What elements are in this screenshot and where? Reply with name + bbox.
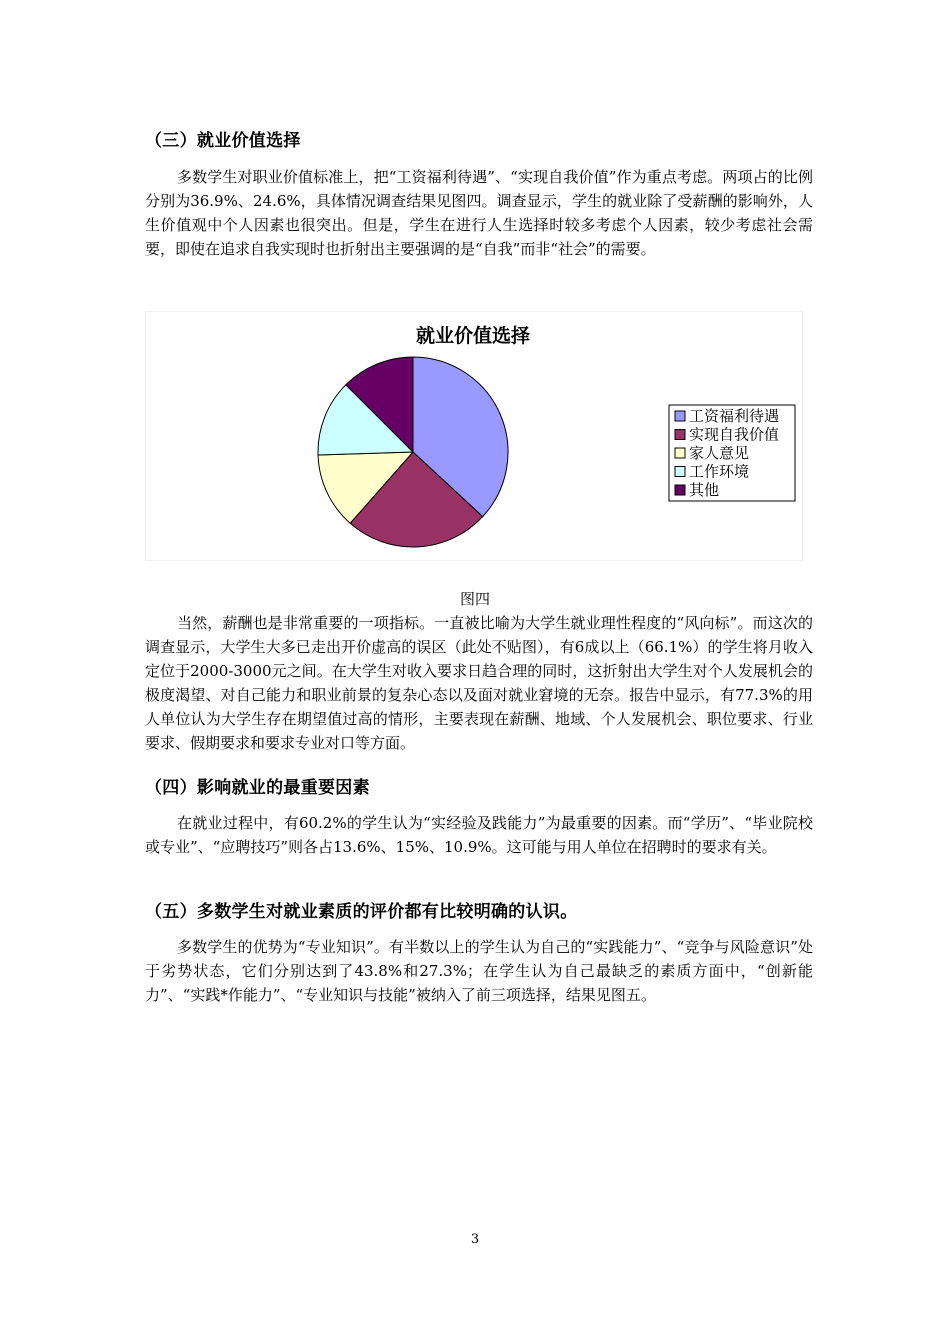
section3-paragraph — [145, 165, 813, 261]
section5-heading: （五）多数学生对就业素质的评价都有比较明确的认识。 — [145, 902, 578, 922]
legend-swatch-4 — [675, 467, 685, 477]
section4-heading: （四）影响就业的最重要因素 — [145, 778, 370, 798]
legend-swatch-2 — [675, 430, 685, 440]
section5-paragraph — [145, 935, 813, 1007]
legend-swatch-1 — [675, 411, 685, 421]
pie-slices — [318, 357, 508, 547]
legend-swatch-5 — [675, 485, 685, 495]
legend-label-3: 家人意见 — [689, 444, 750, 462]
salary-paragraph — [145, 611, 813, 755]
legend-label-5: 其他 — [689, 481, 720, 499]
figure-caption: 图四 — [459, 590, 490, 608]
section4-paragraph-text: 在就业过程中，有60.2%的学生认为“实经验及践能力”为最重要的因素。而“学历”、“毕业院校或专业”、“应聘技巧”则各占13.6%、15%、10.9%。这可能与用人单位在招聘时的要求有关。 — [145, 814, 813, 856]
section3-paragraph-text: 多数学生对职业价值标准上，把“工资福利待遇”、“实现自我价值”作为重点考虑。两项占的比例分别为36.9%、24.6%，具体情况调查结果见图四。调查显示，学生的就业除了受薪酬的影响外，人生价值观中个人因素也很突出。但是，学生在进行人生选择时较多考虑个人因素，较少考虑社会需要，即使在追求自我实现时也折射出主要强调的是“自我”而非“社会”的需要。 — [145, 168, 813, 258]
chart-legend — [669, 405, 795, 501]
legend-label-4: 工作环境 — [689, 462, 750, 481]
section5-paragraph-text: 多数学生的优势为“专业知识”。有半数以上的学生认为自己的“实践能力”、“竞争与风险意识”处于劣势状态，它们分别达到了43.8%和27.3%；在学生认为自己最缺乏的素质方面中，“创新能力”、“实践*作能力”、“专业知识与技能”被纳入了前三项选择，结果见图五。 — [145, 938, 813, 1004]
legend-label-1: 工资福利待遇 — [689, 407, 780, 425]
legend-label-2: 实现自我价值 — [689, 425, 780, 444]
pie-chart — [145, 311, 803, 561]
legend-swatch-3 — [675, 448, 685, 458]
pie-chart-svg — [146, 312, 802, 560]
section4-paragraph — [145, 811, 813, 859]
salary-paragraph-text: 当然，薪酬也是非常重要的一项指标。一直被比喻为大学生就业理性程度的“风向标”。而这次的调查显示，大学生大多已走出开价虚高的误区（此处不贴图），有6成以上（66.1%）的学生将月收入定位于2000-3000元之间。在大学生对收入要求日趋合理的同时，这折射出大学生对个人发展机会的极度渴望、对自己能力和职业前景的复杂心态以及面对就业窘境的无奈。报告中显示，有77.3%的用人单位认为大学生存在期望值过高的情形，主要表现在薪酬、地域、个人发展机会、职位要求、行业要求、假期要求和要求专业对口等方面。 — [145, 614, 813, 752]
section3-heading: （三）就业价值选择 — [145, 131, 301, 151]
page-number: 3 — [470, 1232, 480, 1247]
chart-title: 就业价值选择 — [415, 325, 531, 347]
